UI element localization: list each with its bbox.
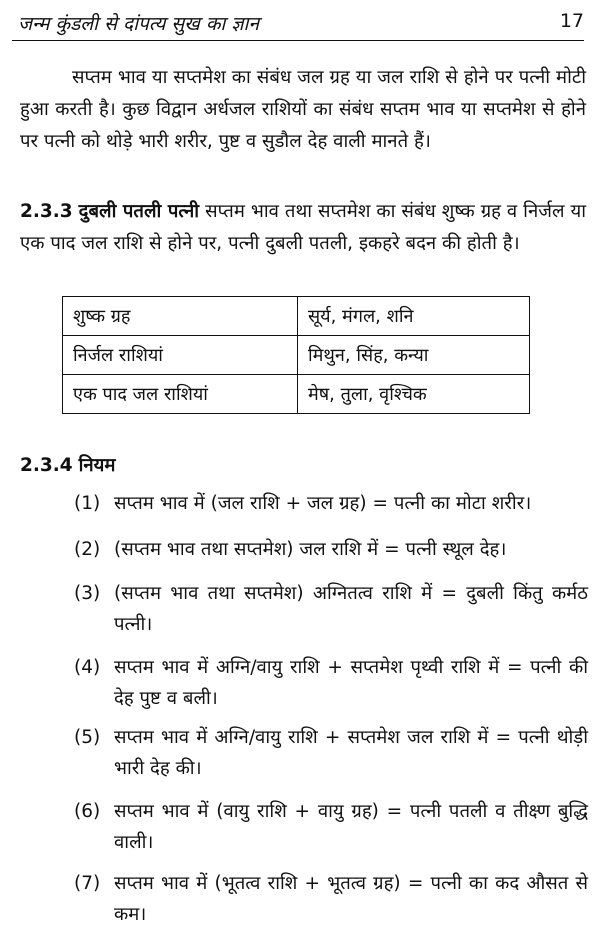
section-title: नियम: [78, 455, 116, 476]
rule-item: [74, 578, 588, 640]
section-title: दुबली पतली पत्नी: [78, 201, 200, 222]
table-cell-label: शुष्क ग्रह: [63, 297, 298, 336]
table-row: [63, 297, 530, 336]
section-number: 2.3.3: [20, 201, 73, 222]
rule-item: [74, 796, 588, 858]
rule-item: [74, 534, 588, 565]
rule-text: सप्तम भाव में (भूतत्व राशि + भूतत्व ग्रह) = पत्नी का कद औसत से कम।: [114, 873, 588, 925]
intro-paragraph: सप्तम भाव या सप्तमेश का संबंध जल ग्रह या जल राशि से होने पर पत्नी मोटी हुआ करती है। कुछ विद्वान अर्धजल राशियों का संबंध सप्तम भाव या सप्तमेश से होने पर पत्नी को थोड़े भारी शरीर, पुष्ट व सुडौल देह वाली मानते हैं।: [20, 67, 586, 152]
rule-text: सप्तम भाव में अग्नि/वायु राशि + सप्तमेश पृथ्वी राशि में = पत्नी की देह पुष्ट व बली।: [114, 657, 588, 709]
rule-item: [74, 868, 588, 930]
rule-text: (सप्तम भाव तथा सप्तमेश) अग्नितत्व राशि में = दुबली किंतु कर्मठ पत्नी।: [114, 583, 588, 635]
table-cell-label: एक पाद जल राशियां: [63, 375, 298, 414]
rule-number: (7): [74, 873, 101, 894]
table-cell-label: निर्जल राशियां: [63, 336, 298, 375]
rule-number: (4): [74, 657, 101, 678]
table-row: [63, 375, 530, 414]
rule-number: (3): [74, 583, 101, 604]
rule-number: (6): [74, 801, 101, 822]
table-cell-value: सूर्य, मंगल, शनि: [298, 297, 530, 336]
running-header: [12, 4, 584, 41]
rule-text: सप्तम भाव में अग्नि/वायु राशि + सप्तमेश जल राशि में = पत्नी थोड़ी भारी देह की।: [114, 727, 588, 779]
section-text: सप्तम भाव तथा सप्तमेश का संबंध शुष्क ग्रह व निर्जल या एक पाद जल राशि से होने पर, पत्नी दुबली पतली, इकहरे बदन की होती है।: [20, 201, 587, 254]
table-cell-value: मेष, तुला, वृश्चिक: [298, 375, 530, 414]
rule-text: सप्तम भाव में (वायु राशि + वायु ग्रह) = पत्नी पतली व तीक्ष्ण बुद्धि वाली।: [114, 801, 588, 853]
rule-number: (2): [74, 539, 101, 560]
rule-number: (5): [74, 727, 101, 748]
rule-number: (1): [74, 493, 101, 514]
rule-text: सप्तम भाव में (जल राशि + जल ग्रह) = पत्नी का मोटा शरीर।: [114, 493, 532, 514]
rule-item: [74, 488, 588, 519]
page-number: 17: [559, 10, 584, 32]
rule-item: [74, 722, 588, 784]
chapter-title: जन्म कुंडली से दांपत्य सुख का ज्ञान: [18, 13, 260, 35]
rule-item: [74, 652, 588, 714]
table-row: [63, 336, 530, 375]
rule-text: (सप्तम भाव तथा सप्तमेश) जल राशि में = पत्नी स्थूल देह।: [114, 539, 507, 560]
planet-sign-table: [62, 296, 530, 414]
section-2-3-3: [20, 196, 586, 260]
section-2-3-4: [20, 450, 586, 482]
section-number: 2.3.4: [20, 455, 73, 476]
table-cell-value: मिथुन, सिंह, कन्या: [298, 336, 530, 375]
